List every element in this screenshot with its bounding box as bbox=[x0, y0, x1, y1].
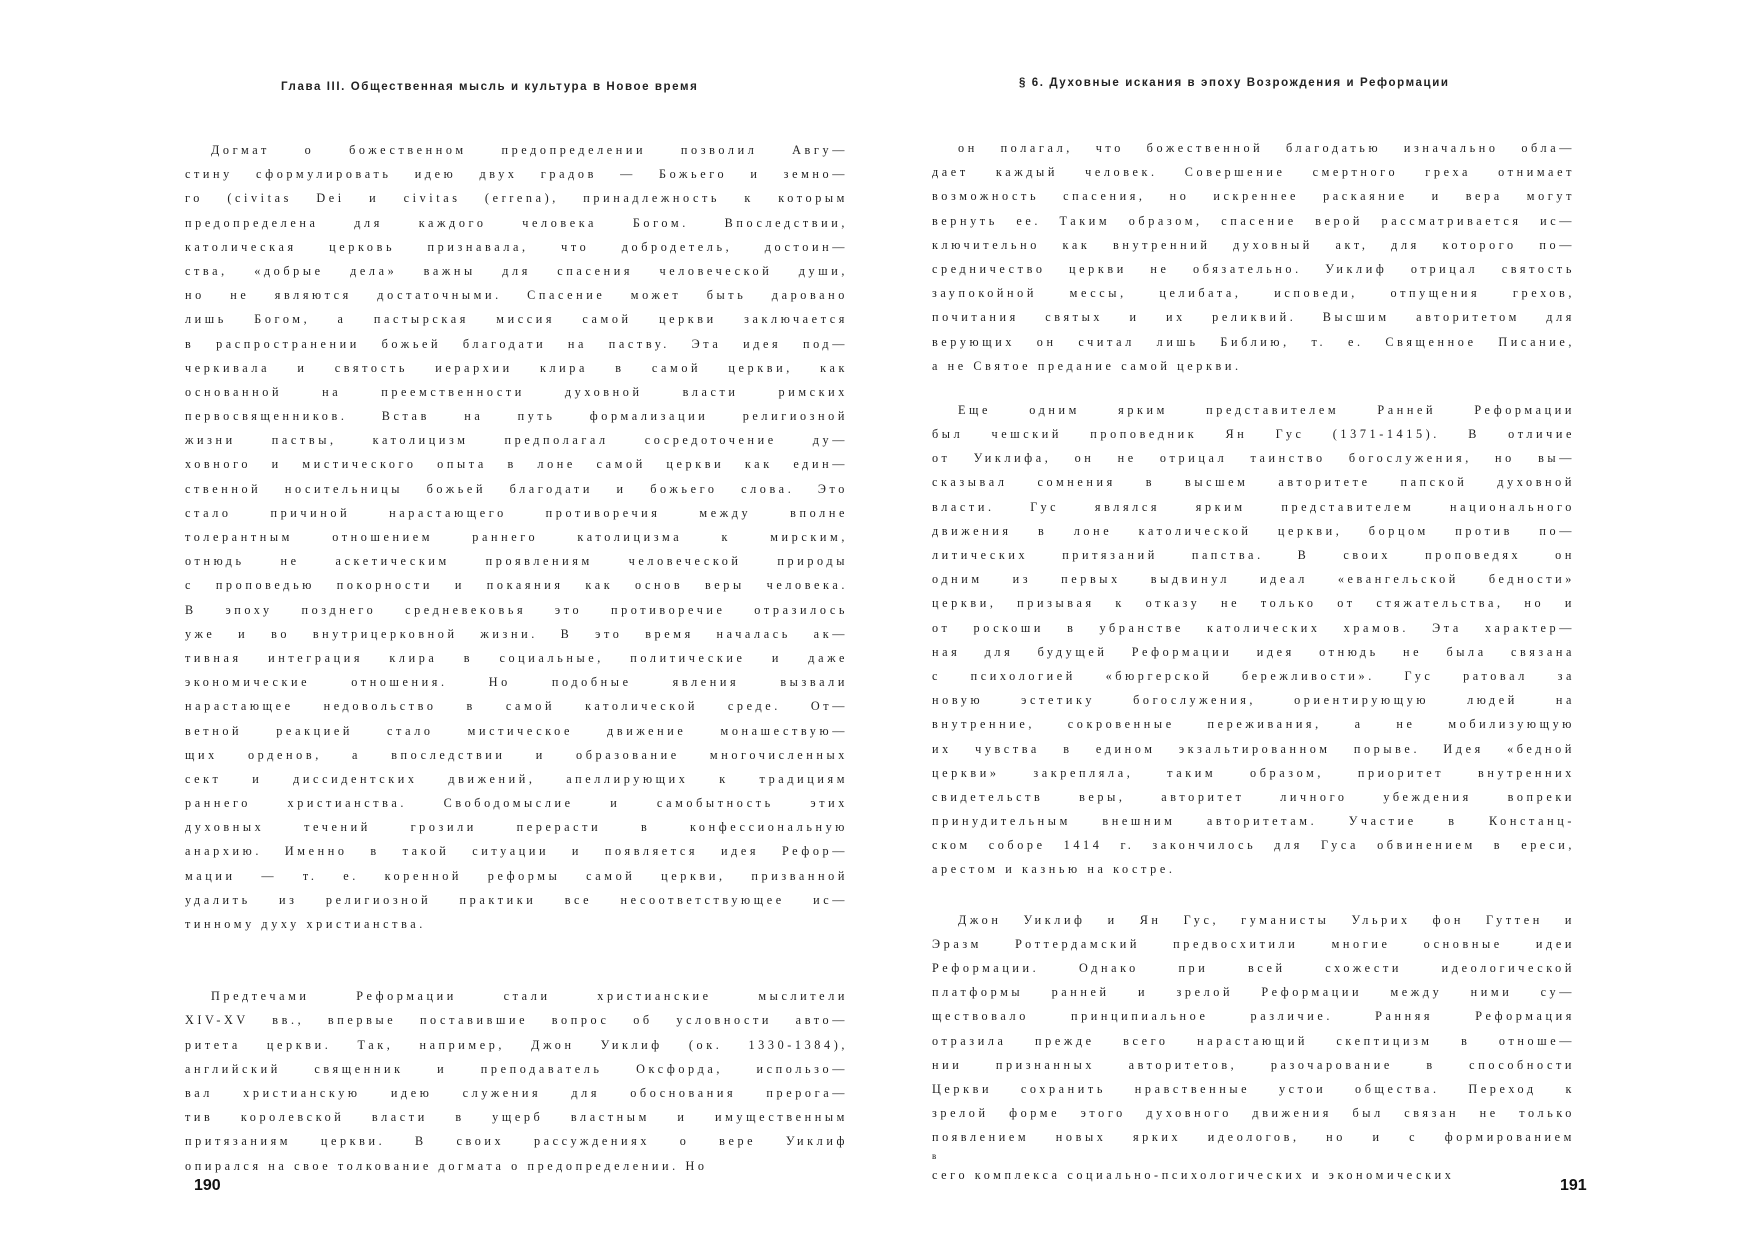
text-line: средничество церкви не обязательно. Уиклиф отрицал святость bbox=[932, 261, 1575, 276]
text-line: дает каждый человек. Совершение смертного греха отнимает bbox=[932, 165, 1575, 180]
text-line: одним из первых выдвинул идеал «евангельской бедности» bbox=[932, 572, 1575, 587]
text-line: литических притязаний папства. В своих проповедях он bbox=[932, 548, 1575, 562]
text-line: движения в лоне католической церкви, борцом против по— bbox=[932, 523, 1575, 538]
text-line: ная для будущей Реформации идея отнюдь не была связана bbox=[932, 644, 1575, 659]
text-line: тивная интеграция клира в социальные, политические и даже bbox=[185, 650, 848, 665]
text-line: был чешский проповедник Ян Гус (1371-1415). В отличие bbox=[932, 427, 1575, 442]
text-line: вал христианскую идею служения для обоснования прерога— bbox=[185, 1085, 848, 1100]
text-line: раннего христианства. Свободомыслие и самобытность этих bbox=[185, 796, 848, 811]
text-line: английский священник и преподаватель Оксфорда, использо— bbox=[185, 1061, 848, 1076]
text-line: Еще одним ярким представителем Ранней Реформации bbox=[958, 402, 1575, 417]
text-line: ском соборе 1414 г. закончилось для Гуса обвинением в ереси, bbox=[932, 838, 1575, 853]
text-line: нарастающее недовольство в самой католической среде. От— bbox=[185, 699, 848, 714]
paragraph bbox=[932, 398, 1575, 882]
text-line: Предтечами Реформации стали христианские мыслители bbox=[211, 989, 848, 1004]
body-text bbox=[185, 138, 848, 1226]
text-line: го (civitas Dei и civitas (errena), принадлежность к которым bbox=[185, 191, 848, 206]
text-line: в bbox=[932, 1150, 937, 1161]
text-line: экономические отношения. Но подобные явления вызвали bbox=[185, 675, 848, 690]
text-line: ветной реакцией стало мистическое движение монашествую— bbox=[185, 723, 848, 738]
text-line: новую эстетику богослужения, ориентирующую людей на bbox=[932, 693, 1575, 708]
text-line: заупокойной мессы, целибата, исповеди, отпущения грехов, bbox=[932, 286, 1575, 301]
text-line: появлением новых ярких идеологов, но и с формированием bbox=[932, 1130, 1575, 1145]
text-line: арестом и казнью на костре. bbox=[932, 862, 1176, 877]
body-text bbox=[932, 136, 1575, 1207]
text-line: Реформации. Однако при всей схожести идеологической bbox=[932, 961, 1575, 975]
text-line: сказывал сомнения в высшем авторитете папской духовной bbox=[932, 475, 1575, 490]
text-line: тинному духу христианства. bbox=[185, 917, 426, 931]
text-line: ритета церкви. Так, например, Джон Уиклиф (ок. 1330-1384), bbox=[185, 1037, 848, 1052]
text-line: предопределена для каждого человека Богом. Впоследствии, bbox=[185, 215, 848, 230]
paragraph bbox=[185, 984, 848, 1178]
text-line: Церкви сохранить нравственные устои общества. Переход к bbox=[932, 1081, 1575, 1096]
text-line: от роскоши в убранстве католических храмов. Эта характер— bbox=[932, 620, 1575, 635]
text-line: власти. Гус являлся ярким представителем национального bbox=[932, 499, 1575, 514]
text-line: от Уиклифа, он не отрицал таинство богослужения, но вы— bbox=[932, 451, 1575, 466]
right-page bbox=[877, 0, 1754, 1239]
text-line: он полагал, что божественной благодатью изначально обла— bbox=[958, 141, 1575, 155]
page-number: 191 bbox=[1560, 1177, 1587, 1194]
text-line: XIV-XV вв., впервые поставившие вопрос об условности авто— bbox=[185, 1013, 848, 1028]
text-line: жизни паствы, католицизм предполагал сосредоточение ду— bbox=[185, 433, 848, 448]
text-line: вернуть ее. Таким образом, спасение верой рассматривается ис— bbox=[932, 213, 1575, 228]
running-head: § 6. Духовные искания в эпоху Возрождения и Реформации bbox=[1019, 77, 1450, 89]
text-line: толерантным отношением раннего католицизма к мирским, bbox=[185, 530, 848, 544]
text-line: почитания святых и их реликвий. Высшим авторитетом для bbox=[932, 310, 1575, 325]
text-line: верующих он считал лишь Библию, т. е. Священное Писание, bbox=[932, 334, 1575, 349]
text-line: ства, «добрые дела» важны для спасения человеческой души, bbox=[185, 263, 848, 278]
text-line: зрелой форме этого духовного движения был связан не только bbox=[932, 1106, 1575, 1121]
text-line: внутренние, сокровенные переживания, а не мобилизующую bbox=[932, 717, 1575, 732]
text-line: анархию. Именно в такой ситуации и появляется идея Рефор— bbox=[185, 844, 848, 859]
text-line: платформы ранней и зрелой Реформации между ними су— bbox=[932, 985, 1575, 1000]
text-line: в распространении божьей благодати на паству. Эта идея под— bbox=[185, 336, 848, 351]
text-line: Догмат о божественном предопределении позволил Авгу— bbox=[211, 143, 848, 157]
text-line: ственной носительницы божьей благодати и божьего слова. Это bbox=[185, 481, 848, 496]
text-line: отнюдь не аскетическим проявлениям человеческой природы bbox=[185, 554, 848, 569]
text-line: духовных течений грозили перерасти в конфессиональную bbox=[185, 820, 848, 835]
text-line: щих орденов, а впоследствии и образование многочисленных bbox=[185, 747, 848, 762]
text-line: ховного и мистического опыта в лоне самой церкви как един— bbox=[185, 457, 848, 472]
text-line: но не являются достаточными. Спасение может быть даровано bbox=[185, 288, 848, 303]
text-line: церкви, призывая к отказу не только от стяжательства, но и bbox=[932, 596, 1575, 611]
text-line: удалить из религиозной практики все несоответствующее ис— bbox=[185, 892, 848, 907]
text-line: сект и диссидентских движений, апеллирующих к традициям bbox=[185, 771, 848, 786]
text-line: опирался на свое толкование догмата о предопределении. Но bbox=[185, 1158, 708, 1173]
text-line: В эпоху позднего средневековья это противоречие отразилось bbox=[185, 602, 848, 617]
paragraph bbox=[932, 908, 1575, 1187]
text-line: католическая церковь признавала, что добродетель, достоин— bbox=[185, 239, 848, 254]
text-line: Джон Уиклиф и Ян Гус, гуманисты Ульрих фон Гуттен и bbox=[958, 912, 1575, 927]
text-line: их чувства в едином экзальтированном порыве. Идея «бедной bbox=[932, 741, 1575, 756]
text-line: Эразм Роттердамский предвосхитили многие основные идеи bbox=[932, 936, 1575, 951]
text-line: мации — т. е. коренной реформы самой церкви, призванной bbox=[185, 868, 848, 883]
text-line: лишь Богом, а пастырская миссия самой церкви заключается bbox=[185, 312, 848, 327]
running-head: Глава III. Общественная мысль и культура в Новое время bbox=[281, 81, 699, 93]
page-number: 190 bbox=[194, 1177, 221, 1194]
text-line: принудительным внешним авторитетам. Участие в Констанц- bbox=[932, 814, 1575, 829]
text-line: сего комплекса социально-психологических и экономических bbox=[932, 1167, 1455, 1182]
text-line: ключительно как внутренний духовный акт, для которого по— bbox=[932, 237, 1575, 252]
text-line: стало причиной нарастающего противоречия между вполне bbox=[185, 505, 848, 520]
text-line: отразила прежде всего нарастающий скептицизм в отноше— bbox=[932, 1033, 1575, 1048]
text-line: стину сформулировать идею двух градов — Божьего и земно— bbox=[185, 167, 848, 182]
text-line: черкивала и святость иерархии клира в самой церкви, как bbox=[185, 360, 848, 375]
text-line: тив королевской власти в ущерб властным и имущественным bbox=[185, 1110, 848, 1125]
text-line: возможность спасения, но искреннее раскаяние и вера могут bbox=[932, 189, 1575, 204]
text-line: нии признанных авторитетов, разочарование в способности bbox=[932, 1057, 1575, 1072]
text-line: первосвященников. Встав на путь формализации религиозной bbox=[185, 409, 848, 424]
text-line: свидетельств веры, авторитет личного убеждения вопреки bbox=[932, 789, 1575, 804]
text-line: основанной на преемственности духовной власти римских bbox=[185, 384, 848, 399]
paragraph bbox=[185, 138, 848, 936]
paragraph bbox=[932, 136, 1575, 378]
text-line: ществовало принципиальное различие. Ранняя Реформация bbox=[932, 1009, 1575, 1024]
text-line: с психологией «бюргерской бережливости». Гус ратовал за bbox=[932, 668, 1575, 683]
text-line: а не Святое предание самой церкви. bbox=[932, 358, 1242, 373]
text-line: притязаниям церкви. В своих рассуждениях о вере Уиклиф bbox=[185, 1134, 848, 1149]
text-line: церкви» закрепляла, таким образом, приоритет внутренних bbox=[932, 765, 1575, 780]
text-line: уже и во внутрицерковной жизни. В это время началась ак— bbox=[185, 626, 848, 641]
text-line: с проповедью покорности и покаяния как основ веры человека. bbox=[185, 578, 848, 593]
